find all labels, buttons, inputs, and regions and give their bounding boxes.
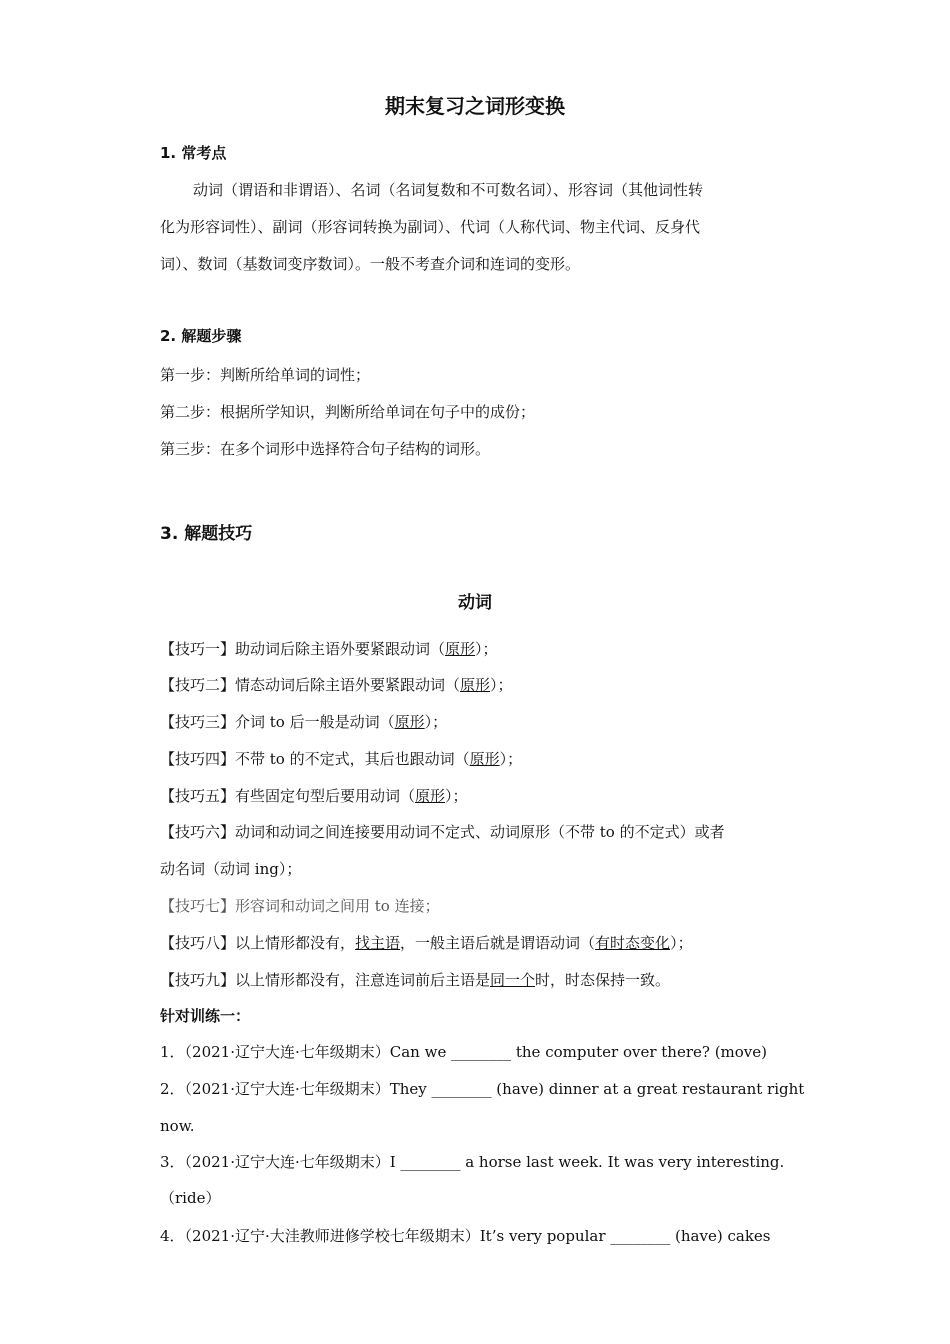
tip-6-line-1: 【技巧六】动词和动词之间连接要用动词不定式、动词原形（不带 to 的不定式）或者 (160, 823, 725, 841)
tip-7: 【技巧七】形容词和动词之间用 to 连接； (160, 897, 440, 915)
step-2: 第二步：根据所学知识，判断所给单词在句子中的成份； (160, 403, 536, 421)
verb-subheading: 动词 (458, 593, 492, 613)
tip-2: 【技巧二】情态动词后除主语外要紧跟动词（原形）； (160, 676, 513, 694)
tip-6-line-2: 动名词（动词 ing）； (160, 860, 302, 878)
document-title: 期末复习之词形变换 (385, 94, 565, 118)
step-3: 第三步：在多个词形中选择符合句子结构的词形。 (160, 440, 491, 458)
section-3-heading: 3. 解题技巧 (160, 524, 253, 544)
question-2-line-2: now. (160, 1117, 195, 1135)
tip-9: 【技巧九】以上情形都没有，注意连词前后主语是同一个时，时态保持一致。 (160, 971, 671, 989)
tip-5: 【技巧五】有些固定句型后要用动词（原形）； (160, 787, 468, 805)
tip-4: 【技巧四】不带 to 的不定式，其后也跟动词（原形）； (160, 750, 523, 768)
step-1: 第一步：判断所给单词的词性； (160, 366, 371, 384)
question-2-line-1: 2．（2021·辽宁大连·七年级期末）They ________ (have) dinner at a great restaurant right (160, 1080, 805, 1098)
question-3-line-1: 3．（2021·辽宁大连·七年级期末）I ________ a horse last week. It was very interesting. (160, 1153, 785, 1171)
tip-8: 【技巧八】以上情形都没有，找主语，一般主语后就是谓语动词（有时态变化）； (160, 934, 693, 952)
section-1-paragraph-line-1: 动词（谓语和非谓语）、名词（名词复数和不可数名词）、形容词（其他词性转 (193, 181, 704, 199)
section-1-heading: 1. 常考点 (160, 144, 227, 162)
section-1-paragraph-line-3: 词）、数词（基数词变序数词）。一般不考查介词和连词的变形。 (160, 255, 581, 273)
practice-heading: 针对训练一： (160, 1007, 251, 1025)
section-1-paragraph-line-2: 化为形容词性）、副词（形容词转换为副词）、代词（人称代词、物主代词、反身代 (160, 218, 701, 236)
tip-3: 【技巧三】介词 to 后一般是动词（原形）； (160, 713, 448, 731)
section-2-heading: 2. 解题步骤 (160, 327, 242, 345)
question-4: 4．（2021·辽宁·大洼教师进修学校七年级期末）It’s very popular ________ (have) cakes (160, 1227, 771, 1245)
tip-1: 【技巧一】助动词后除主语外要紧跟动词（原形）； (160, 640, 498, 658)
question-1: 1．（2021·辽宁大连·七年级期末）Can we ________ the computer over there? (move) (160, 1043, 768, 1061)
question-3-line-2: （ride） (160, 1189, 221, 1207)
